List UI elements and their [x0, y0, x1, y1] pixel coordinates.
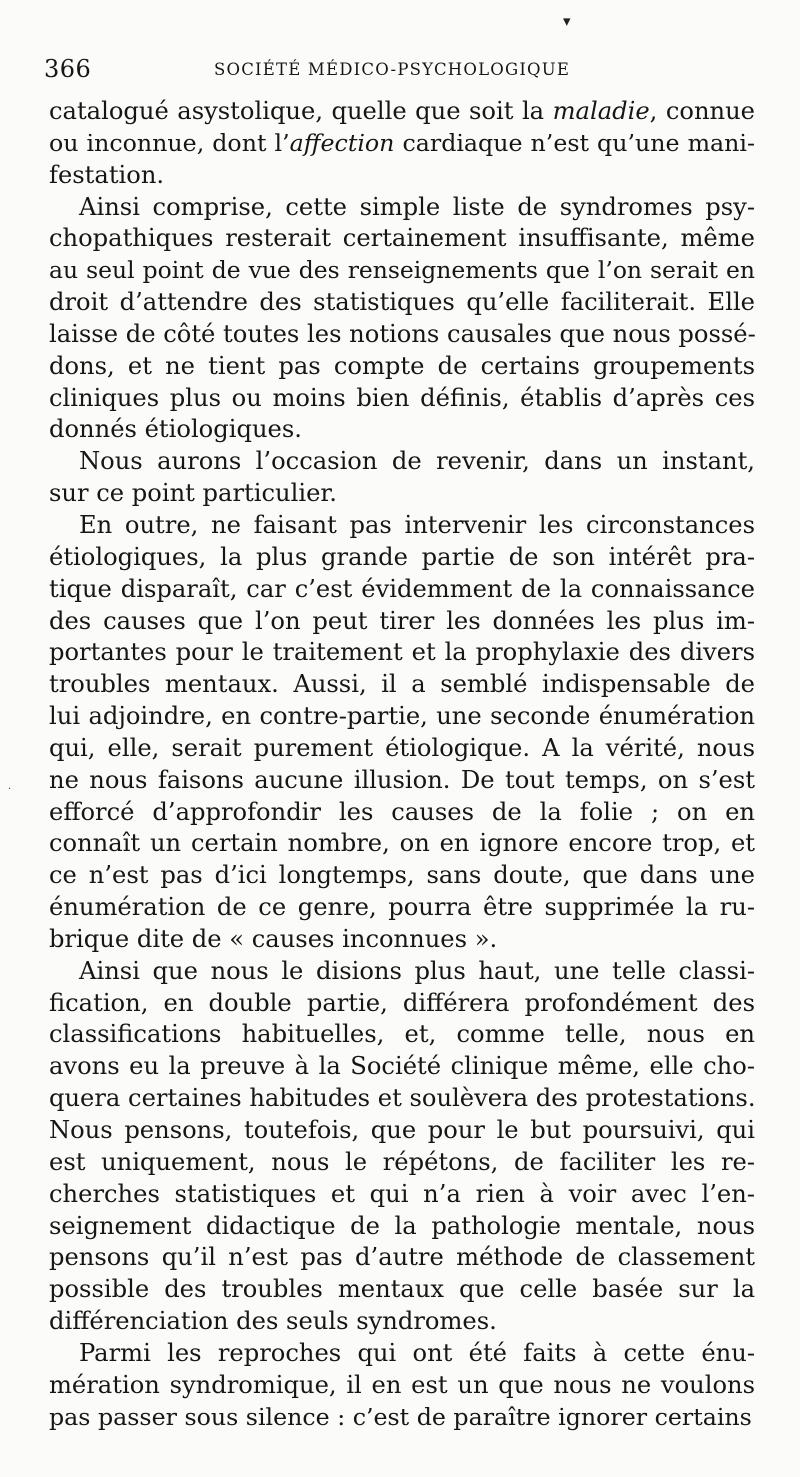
text-line: étiologiques, la plus grande partie de son intérêt pra- — [49, 542, 755, 571]
text-line: tique disparaît, car c’est évidemment de la connaissance — [49, 574, 755, 603]
text-line: cherches statistiques et qui n’a rien à voir avec l’en- — [49, 1179, 755, 1208]
italic-word: maladie — [552, 97, 650, 125]
text-line: brique dite de « causes inconnues ». — [49, 924, 498, 953]
text-line: cliniques plus ou moins bien définis, établis d’après ces — [49, 383, 755, 412]
text-line: connaît un certain nombre, on en ignore encore trop, et — [49, 829, 755, 858]
running-head — [26, 52, 766, 88]
text-line: troubles mentaux. Aussi, il a semblé indispensable de — [49, 670, 755, 699]
body-text — [49, 96, 755, 1433]
text-line: quera certaines habitudes et soulèvera des protestations. — [49, 1084, 756, 1113]
paragraph — [49, 96, 755, 192]
running-title: SOCIÉTÉ MÉDICO-PSYCHOLOGIQUE — [214, 60, 571, 79]
paragraph — [49, 956, 755, 1338]
text-line: dons, et ne tient pas compte de certains groupements — [49, 351, 755, 380]
text-line: mération syndromique, il en est un que nous ne voulons — [49, 1370, 755, 1399]
text-line: pensons qu’il n’est pas d’autre méthode de classement — [49, 1243, 755, 1272]
text-line: ne nous faisons aucune illusion. De tout temps, on s’est — [49, 765, 755, 794]
italic-word: affection — [289, 128, 395, 157]
text-line: festation. — [49, 160, 165, 189]
text-line: fication, en double partie, différera profondément des — [49, 988, 755, 1017]
text-line: ce n’est pas d’ici longtemps, sans doute, que dans une — [49, 861, 755, 890]
text-line: classifications habituelles, et, comme telle, nous en — [49, 1020, 755, 1049]
text-line — [49, 128, 755, 160]
text-line: Ainsi que nous le disions plus haut, une telle classi- — [79, 956, 755, 985]
text-line: Parmi les reproches qui ont été faits à cette énu- — [79, 1338, 755, 1367]
text-line: différenciation des seuls syndromes. — [49, 1307, 497, 1336]
text-line: En outre, ne faisant pas intervenir les circonstances — [79, 510, 755, 539]
page-number: 366 — [44, 55, 92, 83]
text-line: avons eu la preuve à la Société clinique même, elle cho- — [49, 1052, 755, 1081]
text-line: des causes que l’on peut tirer les données les plus im- — [49, 606, 755, 635]
text-line: est uniquement, nous le répétons, de faciliter les re- — [49, 1147, 755, 1176]
text-run: cardiaque n’est qu’une mani- — [394, 128, 755, 157]
text-line — [49, 96, 755, 128]
text-line: Nous pensons, toutefois, que pour le but poursuivi, qui — [49, 1116, 755, 1144]
text-line: énumération de ce genre, pourra être supprimée la ru- — [49, 893, 755, 922]
text-run: catalogué asystolique, quelle que soit la — [49, 97, 553, 125]
paragraph — [49, 510, 755, 956]
text-line: portantes pour le traitement et la prophylaxie des divers — [49, 638, 755, 667]
text-line: possible des troubles mentaux que celle basée sur la — [49, 1275, 755, 1304]
text-line: sur ce point particulier. — [49, 479, 337, 508]
text-run: ou inconnue, dont l’ — [49, 128, 290, 157]
text-line: droit d’attendre des statistiques qu’elle faciliterait. Elle — [49, 288, 755, 317]
text-line: lui adjoindre, en contre-partie, une seconde énumération — [49, 702, 755, 731]
paragraph — [49, 1338, 755, 1434]
ink-dot: · — [8, 784, 12, 795]
text-line: Nous aurons l’occasion de revenir, dans un instant, — [79, 447, 755, 476]
text-line: pas passer sous silence : c’est de paraître ignorer certains — [49, 1402, 752, 1431]
text-line: laisse de côté toutes les notions causales que nous possé- — [49, 319, 756, 348]
text-line: chopathiques resterait certainement insuffisante, même — [49, 224, 755, 253]
text-line: donnés étiologiques. — [49, 415, 302, 444]
paragraph — [49, 446, 755, 510]
text-line: Ainsi comprise, cette simple liste de syndromes psy- — [79, 192, 755, 221]
text-line: au seul point de vue des renseignements que l’on serait en — [49, 256, 755, 285]
text-line: seignement didactique de la pathologie mentale, nous — [49, 1211, 755, 1240]
text-run: , connue — [649, 97, 755, 125]
text-line: qui, elle, serait purement étiologique. A la vérité, nous — [49, 733, 755, 762]
text-line: efforcé d’approfondir les causes de la folie ; on en — [49, 797, 755, 826]
paragraph — [49, 192, 755, 447]
ink-speck: ▾ — [563, 12, 571, 30]
